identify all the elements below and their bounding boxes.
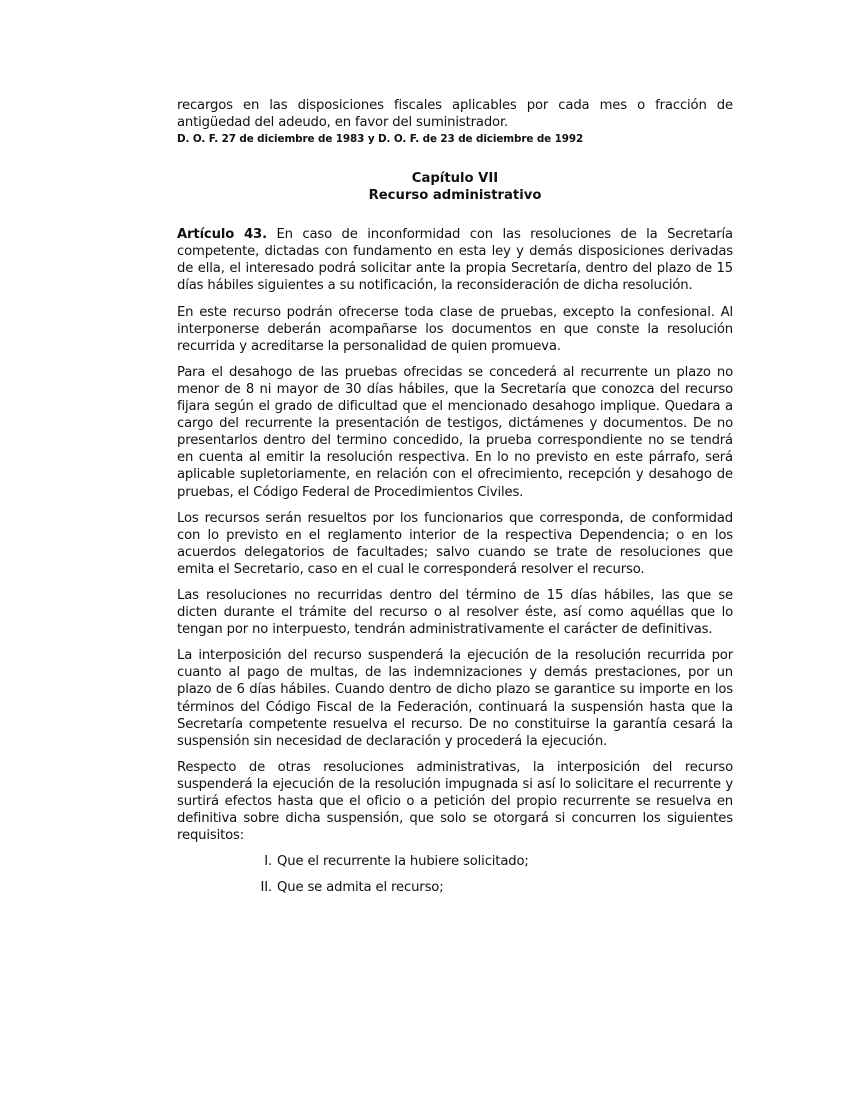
article-paragraph: [177, 226, 733, 294]
reform-note: D. O. F. 27 de diciembre de 1983 y D. O. F. de 23 de diciembre de 1992: [177, 133, 584, 146]
article-paragraph: En este recurso podrán ofrecerse toda clase de pruebas, excepto la confesional. Al interponerse deberán acompañarse los documentos en que conste la resolución recurrida y acreditarse la personalidad de quien promueva.: [177, 304, 733, 354]
continuation-paragraph: recargos en las disposiciones fiscales aplicables por cada mes o fracción de antigüedad del adeudo, en favor del suministrador.: [177, 98, 733, 131]
article-paragraph: Los recursos serán resueltos por los funcionarios que corresponda, de conformidad con lo previsto en el reglamento interior de la respectiva Dependencia; o en los acuerdos delegatorios de facultades; salvo cuando se trate de resoluciones que emita el Secretario, caso en el cual le corresponderá resolver el recurso.: [177, 510, 733, 577]
chapter-title: Recurso administrativo: [368, 188, 542, 204]
requirements-list: [177, 853, 733, 896]
article-paragraph: Las resoluciones no recurridas dentro del término de 15 días hábiles, las que se dicten durante el trámite del recurso o al resolver éste, así como aquéllas que lo tengan por no interpuesto, tendrán administrativamente el carácter de definitivas.: [177, 587, 733, 638]
requirement-item: [177, 853, 733, 870]
requirement-number: I.: [264, 854, 272, 870]
requirement-text: Que el recurrente la hubiere solicitado;: [277, 854, 529, 870]
chapter-heading: [177, 170, 733, 204]
document-page: [177, 97, 733, 905]
article-label: Artículo 43.: [177, 227, 267, 243]
article-paragraph: Respecto de otras resoluciones administrativas, la interposición del recurso suspenderá la ejecución de la resolución impugnada si así lo solicitare el recurrente y surtirá efectos hasta que el oficio o a petición del propio recurrente se resuelva en definitiva sobre dicha suspensión, que solo se otorgará si concurren los siguientes requisitos:: [177, 759, 733, 844]
article-paragraph: La interposición del recurso suspenderá la ejecución de la resolución recurrida por cuanto al pago de multas, de las indemnizaciones y demás prestaciones, por un plazo de 6 días hábiles. Cuando dentro de dicho plazo se garantice su importe en los términos del Código Fiscal de la Federación, continuará la suspensión hasta que la Secretaría competente resuelva el recurso. De no constituirse la garantía cesará la suspensión sin necesidad de declaración y procederá la ejecución.: [177, 648, 733, 749]
article-paragraph: Para el desahogo de las pruebas ofrecidas se concederá al recurrente un plazo no menor de 8 ni mayor de 30 días hábiles, que la Secretaría que conozca del recurso fijara según el grado de dificultad que el mencionado desahogo implique. Quedara a cargo del recurrente la presentación de testigos, dictámenes y documentos. De no presentarlos dentro del termino concedido, la prueba correspondiente no se tendrá en cuenta al emitir la resolución respectiva. En lo no previsto en este párrafo, será aplicable supletoriamente, en relación con el ofrecimiento, recepción y desahogo de pruebas, el Código Federal de Procedimientos Civiles.: [177, 364, 733, 500]
requirement-number: II.: [260, 880, 272, 896]
requirement-item: [177, 879, 733, 896]
article-paragraph-text: En caso de inconformidad con las resoluciones de la Secretaría competente, dictadas con fundamento en esta ley y demás disposiciones derivadas de ella, el interesado podrá solicitar ante la propia Secretaría, dentro del plazo de 15 días hábiles siguientes a su notificación, la reconsideración de dicha resolución.: [177, 227, 733, 294]
requirement-text: Que se admita el recurso;: [277, 880, 444, 896]
chapter-number: Capítulo VII: [411, 171, 499, 187]
